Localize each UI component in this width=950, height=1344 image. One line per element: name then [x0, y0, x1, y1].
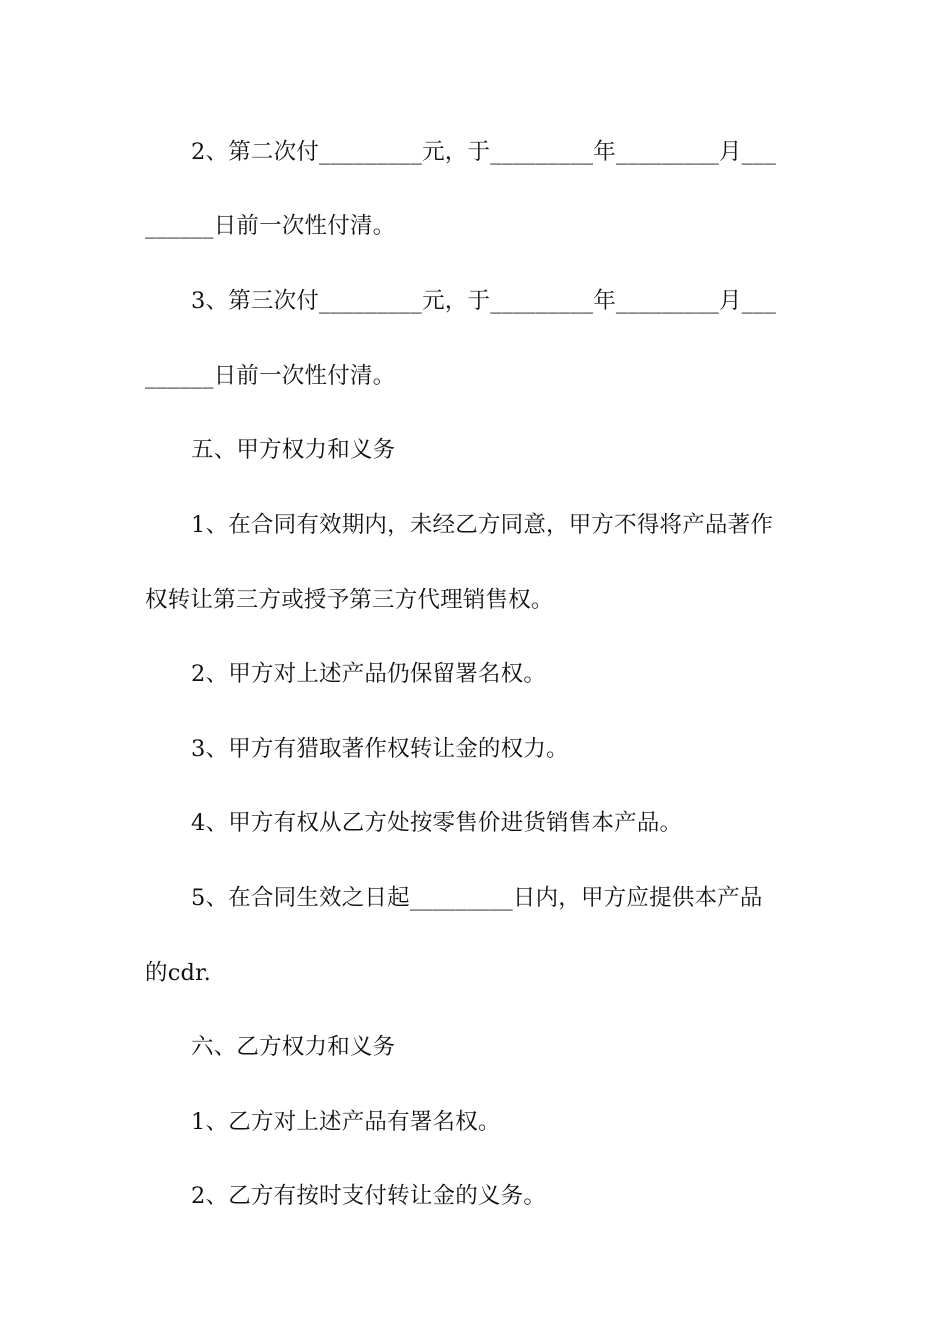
party-a-clause-5: 5、在合同生效之日起_________日内，甲方应提供本产品: [191, 885, 763, 911]
party-b-clause-2: 2、乙方有按时支付转让金的义务。: [191, 1183, 547, 1209]
clause-payment-2: 2、第二次付_________元，于_________年_________月___: [191, 139, 777, 165]
clause-payment-2-cont: ______日前一次性付清。: [145, 213, 396, 239]
party-a-clause-2: 2、甲方对上述产品仍保留署名权。: [191, 661, 547, 687]
party-b-clause-1: 1、乙方对上述产品有署名权。: [191, 1109, 501, 1135]
clause-payment-3-cont: ______日前一次性付清。: [145, 363, 396, 389]
party-a-clause-4: 4、甲方有权从乙方处按零售价进货销售本产品。: [191, 810, 683, 836]
party-a-clause-1: 1、在合同有效期内，未经乙方同意，甲方不得将产品著作: [191, 512, 774, 538]
clause-payment-3: 3、第三次付_________元，于_________年_________月___: [191, 288, 777, 314]
party-a-clause-5-cont: 的cdr.: [145, 960, 211, 986]
party-a-clause-3: 3、甲方有猎取著作权转让金的权力。: [191, 736, 569, 762]
section-heading-party-a: 五、甲方权力和义务: [191, 437, 396, 463]
section-heading-party-b: 六、乙方权力和义务: [191, 1034, 396, 1060]
party-a-clause-1-cont: 权转让第三方或授予第三方代理销售权。: [145, 587, 554, 613]
